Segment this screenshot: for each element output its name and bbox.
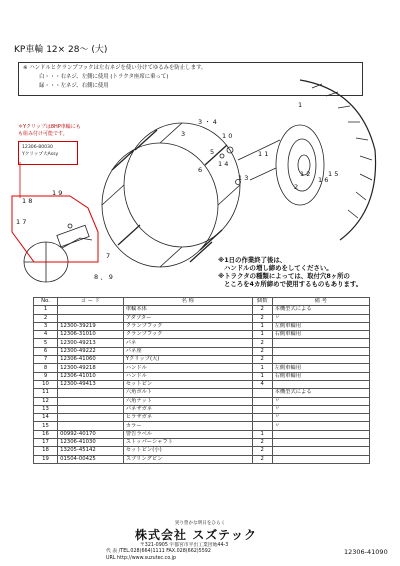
cell-qty: 2: [252, 447, 272, 455]
label-10: 1 0: [222, 132, 233, 140]
cell-no: 17: [34, 439, 58, 447]
header-remarks: 備 考: [272, 298, 369, 306]
table-row: [34, 347, 370, 355]
cell-name: セットピン: [123, 380, 252, 388]
table-row: [34, 314, 370, 322]
cell-qty: 2: [252, 356, 272, 364]
table-row: [34, 405, 370, 413]
wheel-cage-back-rim: [124, 123, 240, 247]
header-code: コ ー ド: [58, 298, 124, 306]
header-qty: 個数: [252, 298, 272, 306]
table-row: [34, 414, 370, 422]
label-5: 5: [210, 148, 215, 156]
cell-no: 19: [34, 455, 58, 463]
cell-qty: 4: [252, 380, 272, 388]
cell-qty: [252, 414, 272, 422]
cell-remarks: [272, 339, 369, 347]
cell-remarks: 〃: [272, 422, 369, 430]
page-title: KP車輪 12× 28〜 (大): [14, 45, 108, 55]
cell-qty: 1: [252, 322, 272, 330]
label-15: 1 5: [328, 170, 339, 178]
table-row: [34, 389, 370, 397]
header-no: No.: [34, 298, 58, 306]
cell-remarks: 左側車輪用: [272, 364, 369, 372]
table-row: [34, 364, 370, 372]
table-row: [34, 455, 370, 463]
table-row: [34, 380, 370, 388]
wheel-cage-front-rim: [102, 143, 218, 267]
notice-line-2: 白・・・右ネジ、左側に使用 (トラクタ座席に乗って): [39, 74, 169, 80]
cell-qty: 2: [252, 339, 272, 347]
company-name: 株式会社 スズテック: [135, 528, 257, 542]
maintenance-note-line-3: ※トラクタの種類によっては、取付穴8ヶ所の: [218, 272, 350, 280]
company-tagline: 実り豊かな明日をひらく: [174, 521, 226, 526]
cell-name: 警告ラベル: [123, 430, 252, 438]
cell-qty: [252, 405, 272, 413]
cell-no: 13: [34, 405, 58, 413]
cell-name: クランプフック: [123, 331, 252, 339]
cell-name: ストッパーシャフト: [123, 439, 252, 447]
cell-code: 12300-49413: [58, 380, 124, 388]
cell-remarks: [272, 430, 369, 438]
address-line-1: 〒321-0905 宇都宮市平出工業団地44-3: [140, 543, 229, 548]
cell-code: [58, 414, 124, 422]
label-3: 3: [181, 130, 186, 138]
notice-line-3: 緑・・・左ネジ、右側に使用: [39, 83, 109, 89]
cell-code: 12306-41010: [58, 372, 124, 380]
label-3-4: 3 ・ 4: [198, 118, 217, 126]
cell-remarks: [272, 447, 369, 455]
cell-remarks: 〃: [272, 405, 369, 413]
cell-remarks: [272, 347, 369, 355]
table-row: [34, 447, 370, 455]
cell-name: バネ: [123, 339, 252, 347]
maintenance-note: [218, 256, 362, 288]
notice-line-1: ※ ハンドルとクランプフックは左右ネジを使い分けてゆるみを防止します。: [23, 65, 207, 71]
label-18: 1 8: [22, 197, 33, 205]
cell-code: 00992-40170: [58, 430, 124, 438]
parts-table-body: [34, 306, 370, 464]
cell-remarks: [272, 455, 369, 463]
cell-no: 7: [34, 356, 58, 364]
cell-name: アダプター: [123, 314, 252, 322]
cell-code: [58, 422, 124, 430]
adapter-plate: [276, 125, 324, 205]
table-row: [34, 439, 370, 447]
label-14: 1 4: [218, 160, 229, 168]
table-row: [34, 356, 370, 364]
label-19: 1 9: [52, 189, 63, 197]
table-header-row: [34, 298, 370, 306]
cell-qty: 1: [252, 331, 272, 339]
yclip-assy-name: Yクリップ大Assy: [22, 152, 59, 157]
cell-no: 4: [34, 331, 58, 339]
maintenance-note-line-1: ※1日の作業終了後は、: [218, 256, 287, 264]
cell-no: 18: [34, 447, 58, 455]
cell-code: 12300-49213: [58, 339, 124, 347]
company-address: [100, 543, 310, 562]
cell-name: 車輪本体: [123, 306, 252, 314]
table-row: [34, 322, 370, 330]
label-6: 6: [198, 166, 203, 174]
cell-name: クランプフック: [123, 322, 252, 330]
cell-qty: [252, 422, 272, 430]
table-row: [34, 422, 370, 430]
cell-no: 8: [34, 364, 58, 372]
cell-code: 12300-49218: [58, 364, 124, 372]
cell-qty: 2: [252, 347, 272, 355]
cell-code: 01504-00425: [58, 455, 124, 463]
cell-remarks: 右側車輪用: [272, 331, 369, 339]
cell-name: カラー: [123, 422, 252, 430]
parts-table: [33, 297, 370, 464]
label-1: 1: [298, 101, 303, 109]
cell-remarks: [272, 380, 369, 388]
table-row: [34, 306, 370, 314]
cell-remarks: 〃: [272, 397, 369, 405]
label-17: 1 7: [16, 218, 27, 226]
cell-no: 2: [34, 314, 58, 322]
cell-name: ハンドル: [123, 364, 252, 372]
cell-qty: 1: [252, 372, 272, 380]
cell-code: [58, 405, 124, 413]
cell-no: 5: [34, 339, 58, 347]
cell-code: [58, 389, 124, 397]
cell-no: 6: [34, 347, 58, 355]
header-name: 名 称: [123, 298, 252, 306]
cell-name: Yクリップ(大): [123, 356, 252, 364]
document-number: 12306-41090: [344, 548, 388, 556]
cell-remarks: 本機型式による: [272, 389, 369, 397]
label-16: 1 6: [318, 176, 329, 184]
cell-qty: [252, 389, 272, 397]
maintenance-note-line-2: ハンドルの増し締めをしてください。: [224, 264, 333, 272]
cell-name: バネ座: [123, 347, 252, 355]
cell-remarks: [272, 356, 369, 364]
cell-no: 12: [34, 397, 58, 405]
cell-remarks: 本機型式による: [272, 306, 369, 314]
cell-name: ヒラザガネ: [123, 414, 252, 422]
cell-qty: [252, 397, 272, 405]
cell-qty: 2: [252, 314, 272, 322]
cell-code: 12300-39219: [58, 322, 124, 330]
label-7: 7: [106, 252, 111, 260]
table-row: [34, 331, 370, 339]
cell-remarks: 右側車輪用: [272, 372, 369, 380]
cell-code: 12306-41060: [58, 356, 124, 364]
cell-name: セットピン(小): [123, 447, 252, 455]
yclip-note-line-1: ＊Yクリップは8HP車輪にも: [18, 124, 81, 130]
cell-qty: 2: [252, 439, 272, 447]
cell-no: 11: [34, 389, 58, 397]
yclip-callout-outline: [12, 196, 98, 262]
cell-remarks: [272, 439, 369, 447]
cell-code: [58, 314, 124, 322]
cell-no: 14: [34, 414, 58, 422]
cell-remarks: 〃: [272, 414, 369, 422]
cell-qty: 1: [252, 364, 272, 372]
cell-name: 六角ボルト: [123, 389, 252, 397]
cell-no: 9: [34, 372, 58, 380]
cell-no: 16: [34, 430, 58, 438]
cell-name: 六角ナット: [123, 397, 252, 405]
label-11: 1 1: [258, 150, 269, 158]
yclip-note-line-2: も組み付け可能です。: [18, 131, 68, 137]
tractor-tire-outline: [300, 80, 376, 240]
cell-qty: 1: [252, 430, 272, 438]
cell-name: ハンドル: [123, 372, 252, 380]
cell-no: 10: [34, 380, 58, 388]
cell-name: スプリングピン: [123, 455, 252, 463]
cell-no: 1: [34, 306, 58, 314]
label-13: 1 3: [238, 174, 249, 182]
cell-code: 12300-49222: [58, 347, 124, 355]
cell-remarks: 〃: [272, 314, 369, 322]
cell-code: [58, 397, 124, 405]
yclip-assy-code: 12306-80030: [22, 145, 53, 150]
cell-no: 3: [34, 322, 58, 330]
label-12: 1 2: [300, 170, 311, 178]
cell-qty: 2: [252, 455, 272, 463]
table-row: [34, 372, 370, 380]
cell-no: 15: [34, 422, 58, 430]
cell-code: 13205-45142: [58, 447, 124, 455]
table-row: [34, 397, 370, 405]
cell-code: [58, 306, 124, 314]
label-8-9: 8 、 9: [94, 273, 113, 281]
maintenance-note-line-4: ところを4カ所締めで使用するものもあります。: [224, 280, 363, 288]
cell-code: 12306-41030: [58, 439, 124, 447]
label-2: 2: [294, 183, 299, 191]
table-row: [34, 430, 370, 438]
address-line-3: URL http://www.suzutec.co.jp: [106, 555, 177, 561]
table-row: [34, 339, 370, 347]
cell-remarks: 左側車輪用: [272, 322, 369, 330]
cell-name: バネザガネ: [123, 405, 252, 413]
cell-code: 12306-31010: [58, 331, 124, 339]
address-line-2: 代 表 /TEL.028(664)1111 FAX.028(662)5592: [106, 549, 211, 555]
cell-qty: 2: [252, 306, 272, 314]
